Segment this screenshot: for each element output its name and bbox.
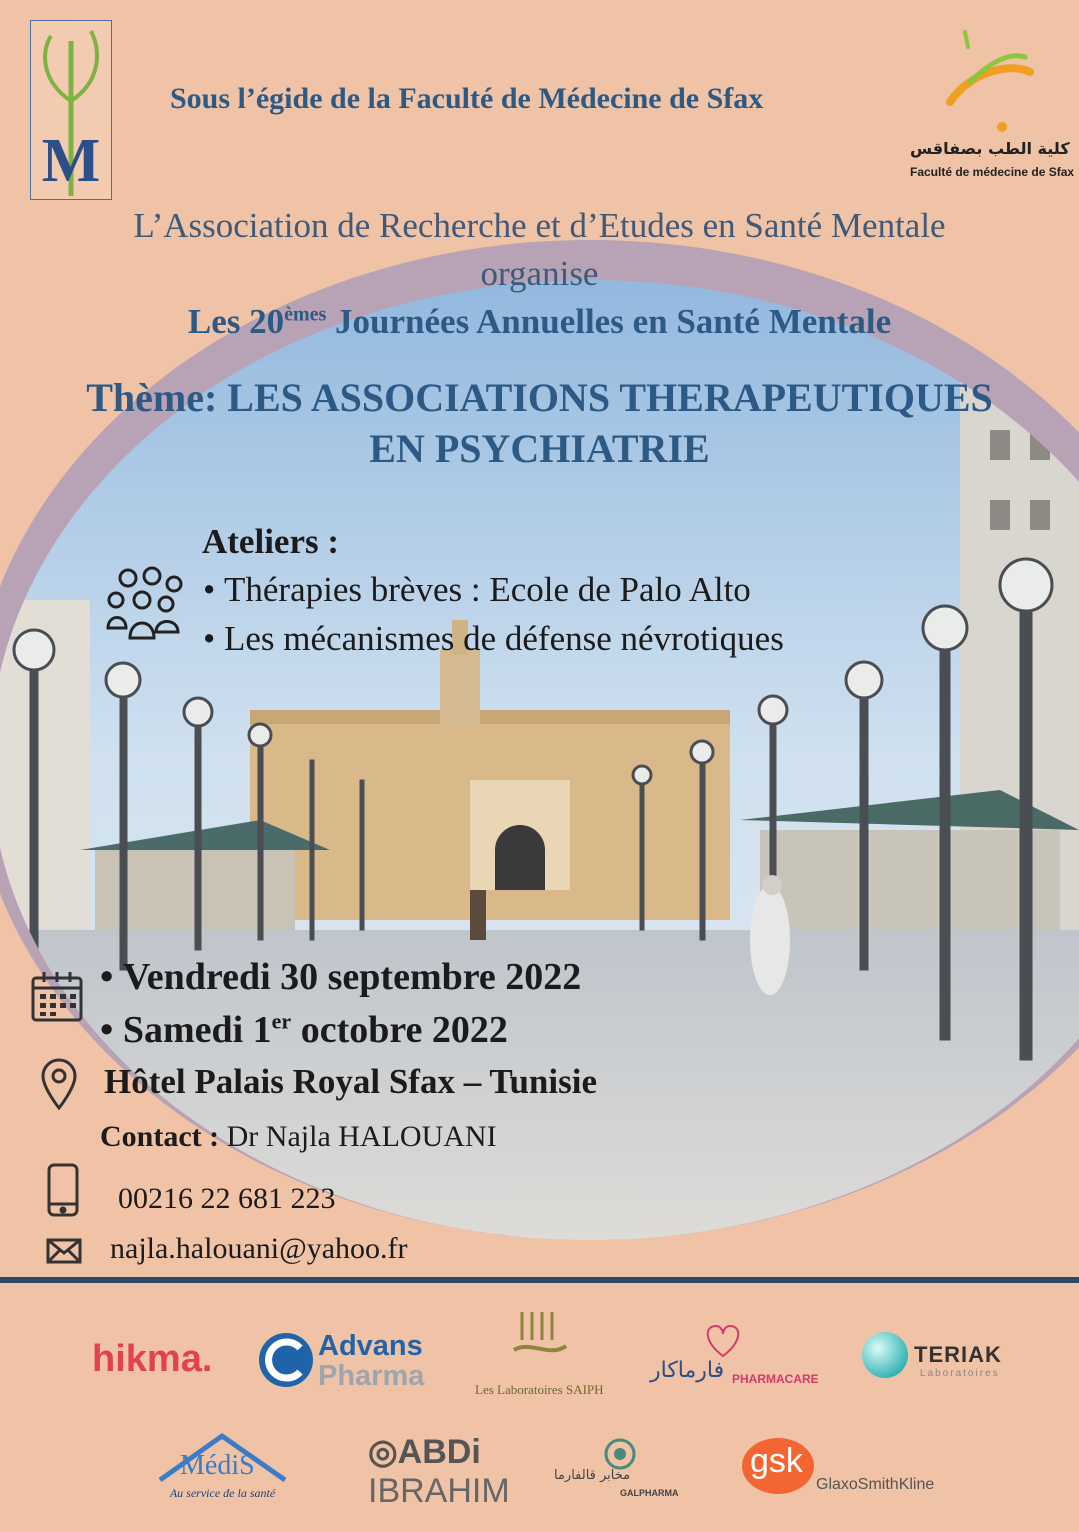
- saiph-text: Les Laboratoires SAIPH: [475, 1382, 604, 1397]
- workshop-bullet-2: •: [203, 619, 225, 658]
- pharmacare-logo: [650, 1320, 820, 1400]
- venue-text: Hôtel Palais Royal Sfax – Tunisie: [104, 1062, 597, 1101]
- galpharma-text: GALPHARMA: [620, 1488, 679, 1498]
- calendar-icon: [30, 970, 84, 1022]
- date-day-2-prefix: Samedi 1: [122, 1009, 272, 1051]
- workshop-item-2: [203, 619, 784, 659]
- workshop-text-1: Thérapies brèves : Ecole de Palo Alto: [224, 570, 751, 609]
- gsk-name: GlaxoSmithKline: [816, 1476, 935, 1493]
- abdi-ibrahim-logo: [368, 1432, 510, 1512]
- svg-text:M: M: [41, 127, 101, 195]
- abdi-word-text: ABDi: [397, 1433, 481, 1471]
- medis-word: MédiS: [180, 1450, 255, 1481]
- teriak-word: TERIAK: [914, 1342, 1002, 1367]
- date-day-2: [100, 1008, 508, 1052]
- faculty-arabic-name: كلية الطب بصفاقس: [910, 139, 1070, 158]
- email-address: najla.halouani@yahoo.fr: [110, 1232, 408, 1265]
- event-title-superscript: èmes: [284, 303, 327, 326]
- gsk-logo: [740, 1436, 960, 1500]
- workshop-bullet-1: •: [203, 570, 225, 609]
- location-pin-icon: [40, 1058, 78, 1110]
- contact-name: Dr Najla HALOUANI: [226, 1120, 497, 1153]
- pharmacare-arabic: فارماكار: [650, 1358, 725, 1383]
- email-icon: [46, 1238, 82, 1264]
- theme-line-1: Thème: LES ASSOCIATIONS THERAPEUTIQUES: [86, 375, 993, 420]
- advans-word: Advans: [318, 1330, 423, 1362]
- theme-line-2: EN PSYCHIATRIE: [369, 426, 710, 471]
- pharmacare-text: PHARMACARE: [732, 1372, 819, 1386]
- organizer-name: L’Association de Recherche et d’Etudes en Santé Mentale: [133, 206, 946, 245]
- ibrahim-word: IBRAHIM: [368, 1472, 510, 1510]
- teriak-logo: [860, 1330, 1030, 1390]
- phone-icon: [46, 1162, 80, 1218]
- contact-line: [100, 1120, 497, 1154]
- event-title-suffix: Journées Annuelles en Santé Mentale: [326, 302, 892, 341]
- faculty-logo: [910, 22, 1075, 187]
- abdi-mark-icon: ◎: [368, 1433, 398, 1471]
- patronage-text: Sous l’égide de la Faculté de Médecine de Sfax: [170, 82, 764, 115]
- date-bullet-1: •: [100, 956, 123, 998]
- galpharma-logo: [550, 1438, 690, 1502]
- pharma-word: Pharma: [318, 1360, 425, 1392]
- medis-tagline: Au service de la santé: [169, 1486, 276, 1500]
- date-day-1-text: Vendredi 30 septembre 2022: [122, 956, 582, 998]
- organizer-verb: organise: [480, 254, 599, 293]
- event-title: [0, 302, 1079, 342]
- contact-label: Contact :: [100, 1120, 227, 1153]
- group-people-icon: [100, 566, 190, 644]
- abdi-word: [368, 1432, 481, 1472]
- phone-number: 00216 22 681 223: [118, 1182, 336, 1215]
- association-logo: [30, 20, 112, 200]
- gsk-word: gsk: [750, 1442, 803, 1480]
- date-day-2-sup: er: [271, 1008, 292, 1034]
- advans-pharma-logo: [256, 1330, 446, 1390]
- hikma-logo: hikma.: [92, 1338, 213, 1380]
- date-bullet-2: •: [100, 1009, 123, 1051]
- medis-logo: [150, 1430, 295, 1510]
- workshop-item-1: [203, 570, 751, 610]
- footer-divider: [0, 1277, 1079, 1283]
- date-day-1: [100, 955, 581, 999]
- faculty-french-name: Faculté de médecine de Sfax: [910, 165, 1075, 179]
- event-title-prefix: Les 20: [187, 302, 285, 341]
- workshops-heading: Ateliers :: [202, 522, 340, 561]
- galpharma-arabic: مخابر قالفارما: [554, 1468, 631, 1483]
- saiph-logo: [470, 1310, 610, 1400]
- date-day-2-suffix: octobre 2022: [291, 1009, 508, 1051]
- teriak-sub: Laboratoires: [920, 1368, 1000, 1379]
- workshop-text-2: Les mécanismes de défense névrotiques: [224, 619, 784, 658]
